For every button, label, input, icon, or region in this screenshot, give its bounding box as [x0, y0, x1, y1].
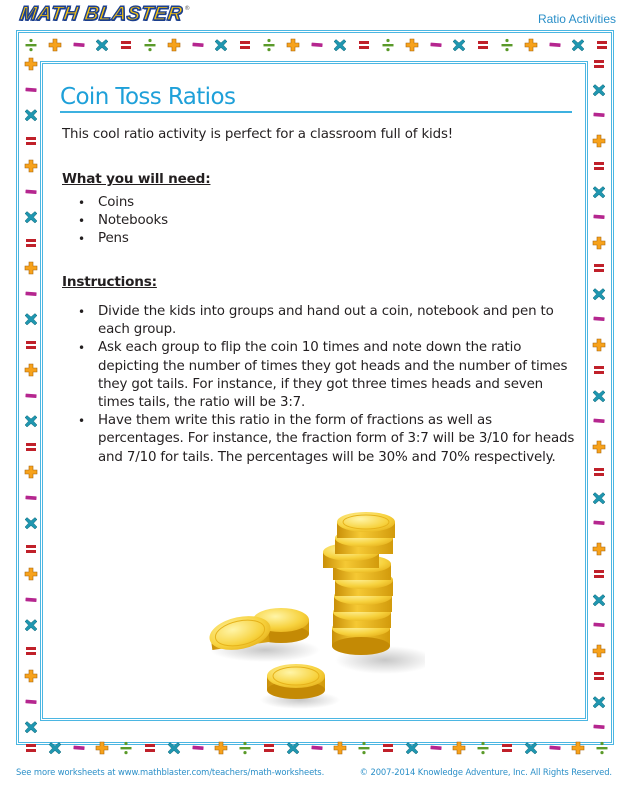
- times-symbol-icon: [24, 414, 38, 428]
- list-item: • Notebooks: [78, 212, 168, 230]
- times-symbol-icon: [24, 108, 38, 122]
- equals-symbol-icon: [119, 38, 133, 52]
- equals-symbol-icon: [24, 644, 38, 658]
- times-symbol-icon: [95, 38, 109, 52]
- plus-symbol-icon: [95, 741, 109, 755]
- equals-symbol-icon: [357, 38, 371, 52]
- minus-symbol-icon: [592, 720, 606, 734]
- plus-symbol-icon: [592, 542, 606, 556]
- times-symbol-icon: [592, 491, 606, 505]
- minus-symbol-icon: [592, 312, 606, 326]
- equals-symbol-icon: [24, 542, 38, 556]
- instructions-list: [78, 303, 578, 467]
- times-symbol-icon: [24, 720, 38, 734]
- divide-symbol-icon: [500, 38, 514, 52]
- plus-symbol-icon: [333, 741, 347, 755]
- minus-symbol-icon: [548, 38, 562, 52]
- bullet-icon: •: [78, 305, 85, 319]
- equals-symbol-icon: [24, 741, 38, 755]
- list-item: • Ask each group to flip the coin 10 times and note down the ratio depicting the number of times they got heads and the number of times they got tails. For instance, if they got three times heads and seven times tails, the ratio will be 3:7.: [78, 340, 568, 411]
- plus-symbol-icon: [452, 741, 466, 755]
- minus-symbol-icon: [592, 414, 606, 428]
- equals-symbol-icon: [595, 38, 609, 52]
- plus-symbol-icon: [24, 669, 38, 683]
- minus-symbol-icon: [592, 516, 606, 530]
- equals-symbol-icon: [238, 38, 252, 52]
- times-symbol-icon: [592, 287, 606, 301]
- equals-symbol-icon: [592, 669, 606, 683]
- times-symbol-icon: [571, 38, 585, 52]
- list-item: • Have them write this ratio in the form of fractions as well as percentages. For instance, the fraction form of 3:7 will be 3/10 for heads and 7/10 for tails. The percentages will be 30% and 70% respectively.: [78, 413, 575, 465]
- minus-symbol-icon: [72, 741, 86, 755]
- logo-text: MATH BLASTER: [18, 2, 184, 25]
- times-symbol-icon: [333, 38, 347, 52]
- plus-symbol-icon: [592, 644, 606, 658]
- equals-symbol-icon: [592, 363, 606, 377]
- divide-symbol-icon: [119, 741, 133, 755]
- plus-symbol-icon: [592, 236, 606, 250]
- times-symbol-icon: [592, 83, 606, 97]
- equals-symbol-icon: [262, 741, 276, 755]
- times-symbol-icon: [592, 389, 606, 403]
- minus-symbol-icon: [24, 593, 38, 607]
- minus-symbol-icon: [191, 38, 205, 52]
- plus-symbol-icon: [524, 38, 538, 52]
- intro-text: This cool ratio activity is perfect for a classroom full of kids!: [62, 127, 454, 142]
- minus-symbol-icon: [548, 741, 562, 755]
- times-symbol-icon: [592, 695, 606, 709]
- times-symbol-icon: [48, 741, 62, 755]
- times-symbol-icon: [24, 618, 38, 632]
- minus-symbol-icon: [24, 83, 38, 97]
- equals-symbol-icon: [24, 338, 38, 352]
- plus-symbol-icon: [24, 159, 38, 173]
- equals-symbol-icon: [381, 741, 395, 755]
- list-item: • Pens: [78, 230, 168, 248]
- bullet-icon: •: [78, 341, 85, 356]
- minus-symbol-icon: [592, 108, 606, 122]
- equals-symbol-icon: [500, 741, 514, 755]
- minus-symbol-icon: [72, 38, 86, 52]
- plus-symbol-icon: [167, 38, 181, 52]
- plus-symbol-icon: [24, 261, 38, 275]
- plus-symbol-icon: [48, 38, 62, 52]
- times-symbol-icon: [592, 593, 606, 607]
- divide-symbol-icon: [476, 741, 490, 755]
- page-title: Coin Toss Ratios: [60, 84, 236, 110]
- plus-symbol-icon: [592, 440, 606, 454]
- registered-mark: ®: [184, 5, 191, 12]
- minus-symbol-icon: [429, 38, 443, 52]
- bullet-icon: •: [78, 414, 85, 429]
- plus-symbol-icon: [592, 338, 606, 352]
- list-item: • Divide the kids into groups and hand out a coin, notebook and pen to each group.: [78, 304, 554, 338]
- minus-symbol-icon: [24, 491, 38, 505]
- plus-symbol-icon: [24, 465, 38, 479]
- title-underline: [60, 111, 572, 113]
- minus-symbol-icon: [191, 741, 205, 755]
- times-symbol-icon: [592, 185, 606, 199]
- times-symbol-icon: [214, 38, 228, 52]
- minus-symbol-icon: [24, 389, 38, 403]
- times-symbol-icon: [24, 210, 38, 224]
- equals-symbol-icon: [24, 134, 38, 148]
- needs-list: [78, 194, 168, 249]
- equals-symbol-icon: [143, 741, 157, 755]
- times-symbol-icon: [24, 312, 38, 326]
- divide-symbol-icon: [381, 38, 395, 52]
- plus-symbol-icon: [24, 567, 38, 581]
- divide-symbol-icon: [262, 38, 276, 52]
- minus-symbol-icon: [592, 210, 606, 224]
- equals-symbol-icon: [592, 57, 606, 71]
- times-symbol-icon: [524, 741, 538, 755]
- list-item: • Coins: [78, 194, 168, 212]
- footer-copyright: © 2007-2014 Knowledge Adventure, Inc. All Rights Reserved.: [359, 767, 612, 777]
- minus-symbol-icon: [429, 741, 443, 755]
- footer-more-worksheets-link[interactable]: See more worksheets at www.mathblaster.com/teachers/math-worksheets.: [16, 767, 325, 777]
- minus-symbol-icon: [24, 287, 38, 301]
- equals-symbol-icon: [592, 261, 606, 275]
- times-symbol-icon: [452, 38, 466, 52]
- equals-symbol-icon: [24, 236, 38, 250]
- plus-symbol-icon: [214, 741, 228, 755]
- equals-symbol-icon: [592, 567, 606, 581]
- minus-symbol-icon: [24, 695, 38, 709]
- plus-symbol-icon: [286, 38, 300, 52]
- coins-stack-icon: [205, 500, 425, 710]
- needs-heading: What you will need:: [62, 171, 211, 187]
- plus-symbol-icon: [405, 38, 419, 52]
- times-symbol-icon: [286, 741, 300, 755]
- bullet-icon: •: [78, 214, 85, 229]
- plus-symbol-icon: [24, 363, 38, 377]
- divide-symbol-icon: [143, 38, 157, 52]
- times-symbol-icon: [167, 741, 181, 755]
- divide-symbol-icon: [238, 741, 252, 755]
- times-symbol-icon: [24, 516, 38, 530]
- divide-symbol-icon: [24, 38, 38, 52]
- math-blaster-logo: [20, 3, 190, 25]
- plus-symbol-icon: [571, 741, 585, 755]
- equals-symbol-icon: [592, 465, 606, 479]
- minus-symbol-icon: [24, 185, 38, 199]
- minus-symbol-icon: [310, 38, 324, 52]
- instructions-heading: Instructions:: [62, 274, 157, 290]
- divide-symbol-icon: [357, 741, 371, 755]
- equals-symbol-icon: [592, 159, 606, 173]
- bullet-icon: •: [78, 196, 85, 210]
- plus-symbol-icon: [592, 134, 606, 148]
- minus-symbol-icon: [592, 618, 606, 632]
- equals-symbol-icon: [24, 440, 38, 454]
- equals-symbol-icon: [476, 38, 490, 52]
- bullet-icon: •: [78, 232, 85, 247]
- divide-symbol-icon: [595, 741, 609, 755]
- section-label: Ratio Activities: [537, 12, 616, 26]
- minus-symbol-icon: [310, 741, 324, 755]
- plus-symbol-icon: [24, 57, 38, 71]
- times-symbol-icon: [405, 741, 419, 755]
